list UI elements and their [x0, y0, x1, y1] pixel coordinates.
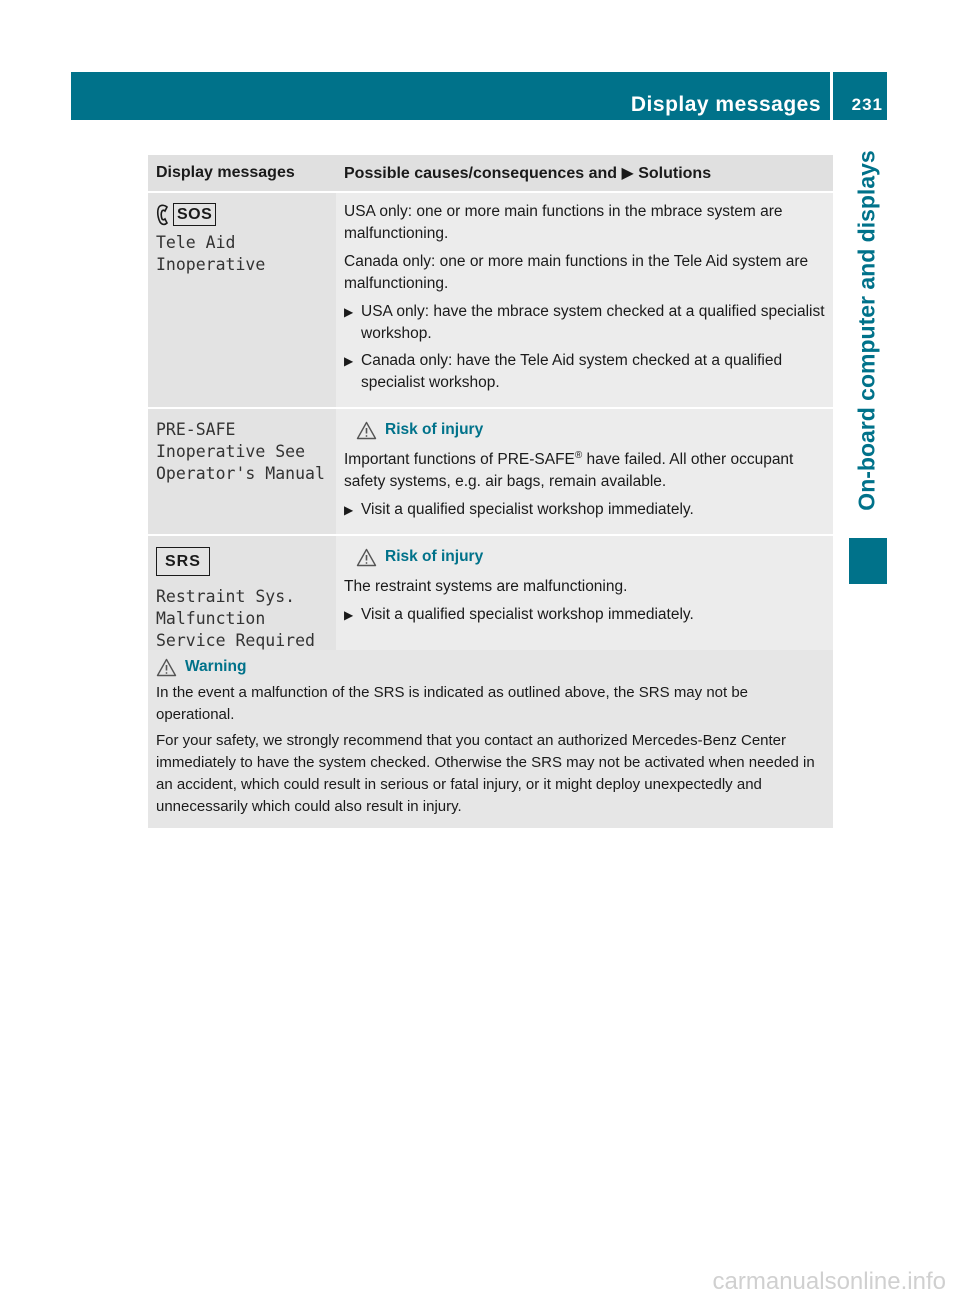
page-number: 231 — [851, 95, 883, 114]
sos-icon: SOS — [173, 203, 216, 226]
solution-cell — [336, 535, 833, 661]
solution-step — [344, 499, 825, 521]
display-messages-table — [148, 155, 833, 662]
cause-text-part: have failed. All other occupant safety systems, e.g. air bags, remain available. — [344, 451, 794, 490]
warning-triangle-icon — [356, 421, 377, 440]
warning-heading — [156, 656, 825, 678]
arrow-right-icon: ▶ — [344, 305, 354, 319]
cause-text: Canada only: one or more main functions in the Tele Aid system are malfunctioning. — [344, 253, 809, 292]
header-divider — [830, 72, 833, 120]
cause-text — [344, 449, 825, 493]
display-message-text: Restraint Sys. Malfunction Service Required — [156, 587, 315, 650]
display-message-text: Tele Aid Inoperative — [156, 233, 266, 274]
arrow-right-icon: ▶ — [344, 503, 354, 517]
page-header — [71, 72, 887, 120]
warning-text: In the event a malfunction of the SRS is indicated as outlined above, the SRS may not be operational. — [156, 684, 749, 723]
display-message-cell — [148, 408, 336, 535]
table-row — [148, 408, 833, 535]
cause-text-part: Important functions of PRE-SAFE — [344, 451, 575, 468]
risk-label: Risk of injury — [385, 421, 484, 438]
solution-cell — [336, 192, 833, 408]
solution-step-text: USA only: have the mbrace system checked at a qualified specialist workshop. — [361, 303, 825, 342]
col-header-display-messages: Display messages — [148, 155, 336, 192]
table-row — [148, 192, 833, 408]
warning-box — [148, 650, 833, 828]
warning-triangle-icon — [156, 658, 177, 677]
srs-icon: SRS — [156, 547, 210, 576]
phone-icon — [156, 204, 172, 226]
cause-text: The restraint systems are malfunctioning. — [344, 578, 628, 595]
display-message-text: PRE-SAFE Inoperative See Operator's Manual — [156, 420, 325, 483]
warning-title: Warning — [185, 658, 247, 675]
solution-cell — [336, 408, 833, 535]
col-header-solutions: Possible causes/consequences and ▶ Solutions — [336, 155, 833, 192]
solution-step-text: Visit a qualified specialist workshop immediately. — [361, 606, 694, 623]
side-tab — [848, 130, 886, 530]
warning-triangle-icon — [356, 548, 377, 567]
solution-step-text: Visit a qualified specialist workshop immediately. — [361, 501, 694, 518]
risk-notice — [356, 419, 825, 441]
solution-step — [344, 301, 825, 345]
registered-mark: ® — [574, 449, 583, 461]
solution-step — [344, 350, 825, 394]
risk-notice — [356, 546, 825, 568]
watermark: carmanualsonline.info — [712, 1268, 946, 1295]
table-row — [148, 535, 833, 661]
table-header-row — [148, 155, 833, 192]
arrow-right-icon: ▶ — [344, 608, 354, 622]
cause-text: USA only: one or more main functions in the mbrace system are malfunctioning. — [344, 203, 783, 242]
risk-label: Risk of injury — [385, 548, 484, 565]
warning-text: For your safety, we strongly recommend that you contact an authorized Mercedes-Benz Center immediately to have the system checked. Otherwise the SRS may not be activated when needed in an accident, which could result in serious or fatal injury, or it might deploy unexpectedly and unnecessarily which could also result in injury. — [156, 732, 815, 815]
side-tab-marker — [849, 538, 887, 584]
display-message-cell — [148, 535, 336, 661]
section-title: Display messages — [630, 93, 821, 116]
solution-step — [344, 604, 825, 626]
arrow-right-icon: ▶ — [344, 354, 354, 368]
sos-indicator — [156, 203, 328, 226]
solution-step-text: Canada only: have the Tele Aid system checked at a qualified specialist workshop. — [361, 352, 783, 391]
display-message-cell — [148, 192, 336, 408]
side-tab-label: On-board computer and displays — [853, 149, 880, 511]
